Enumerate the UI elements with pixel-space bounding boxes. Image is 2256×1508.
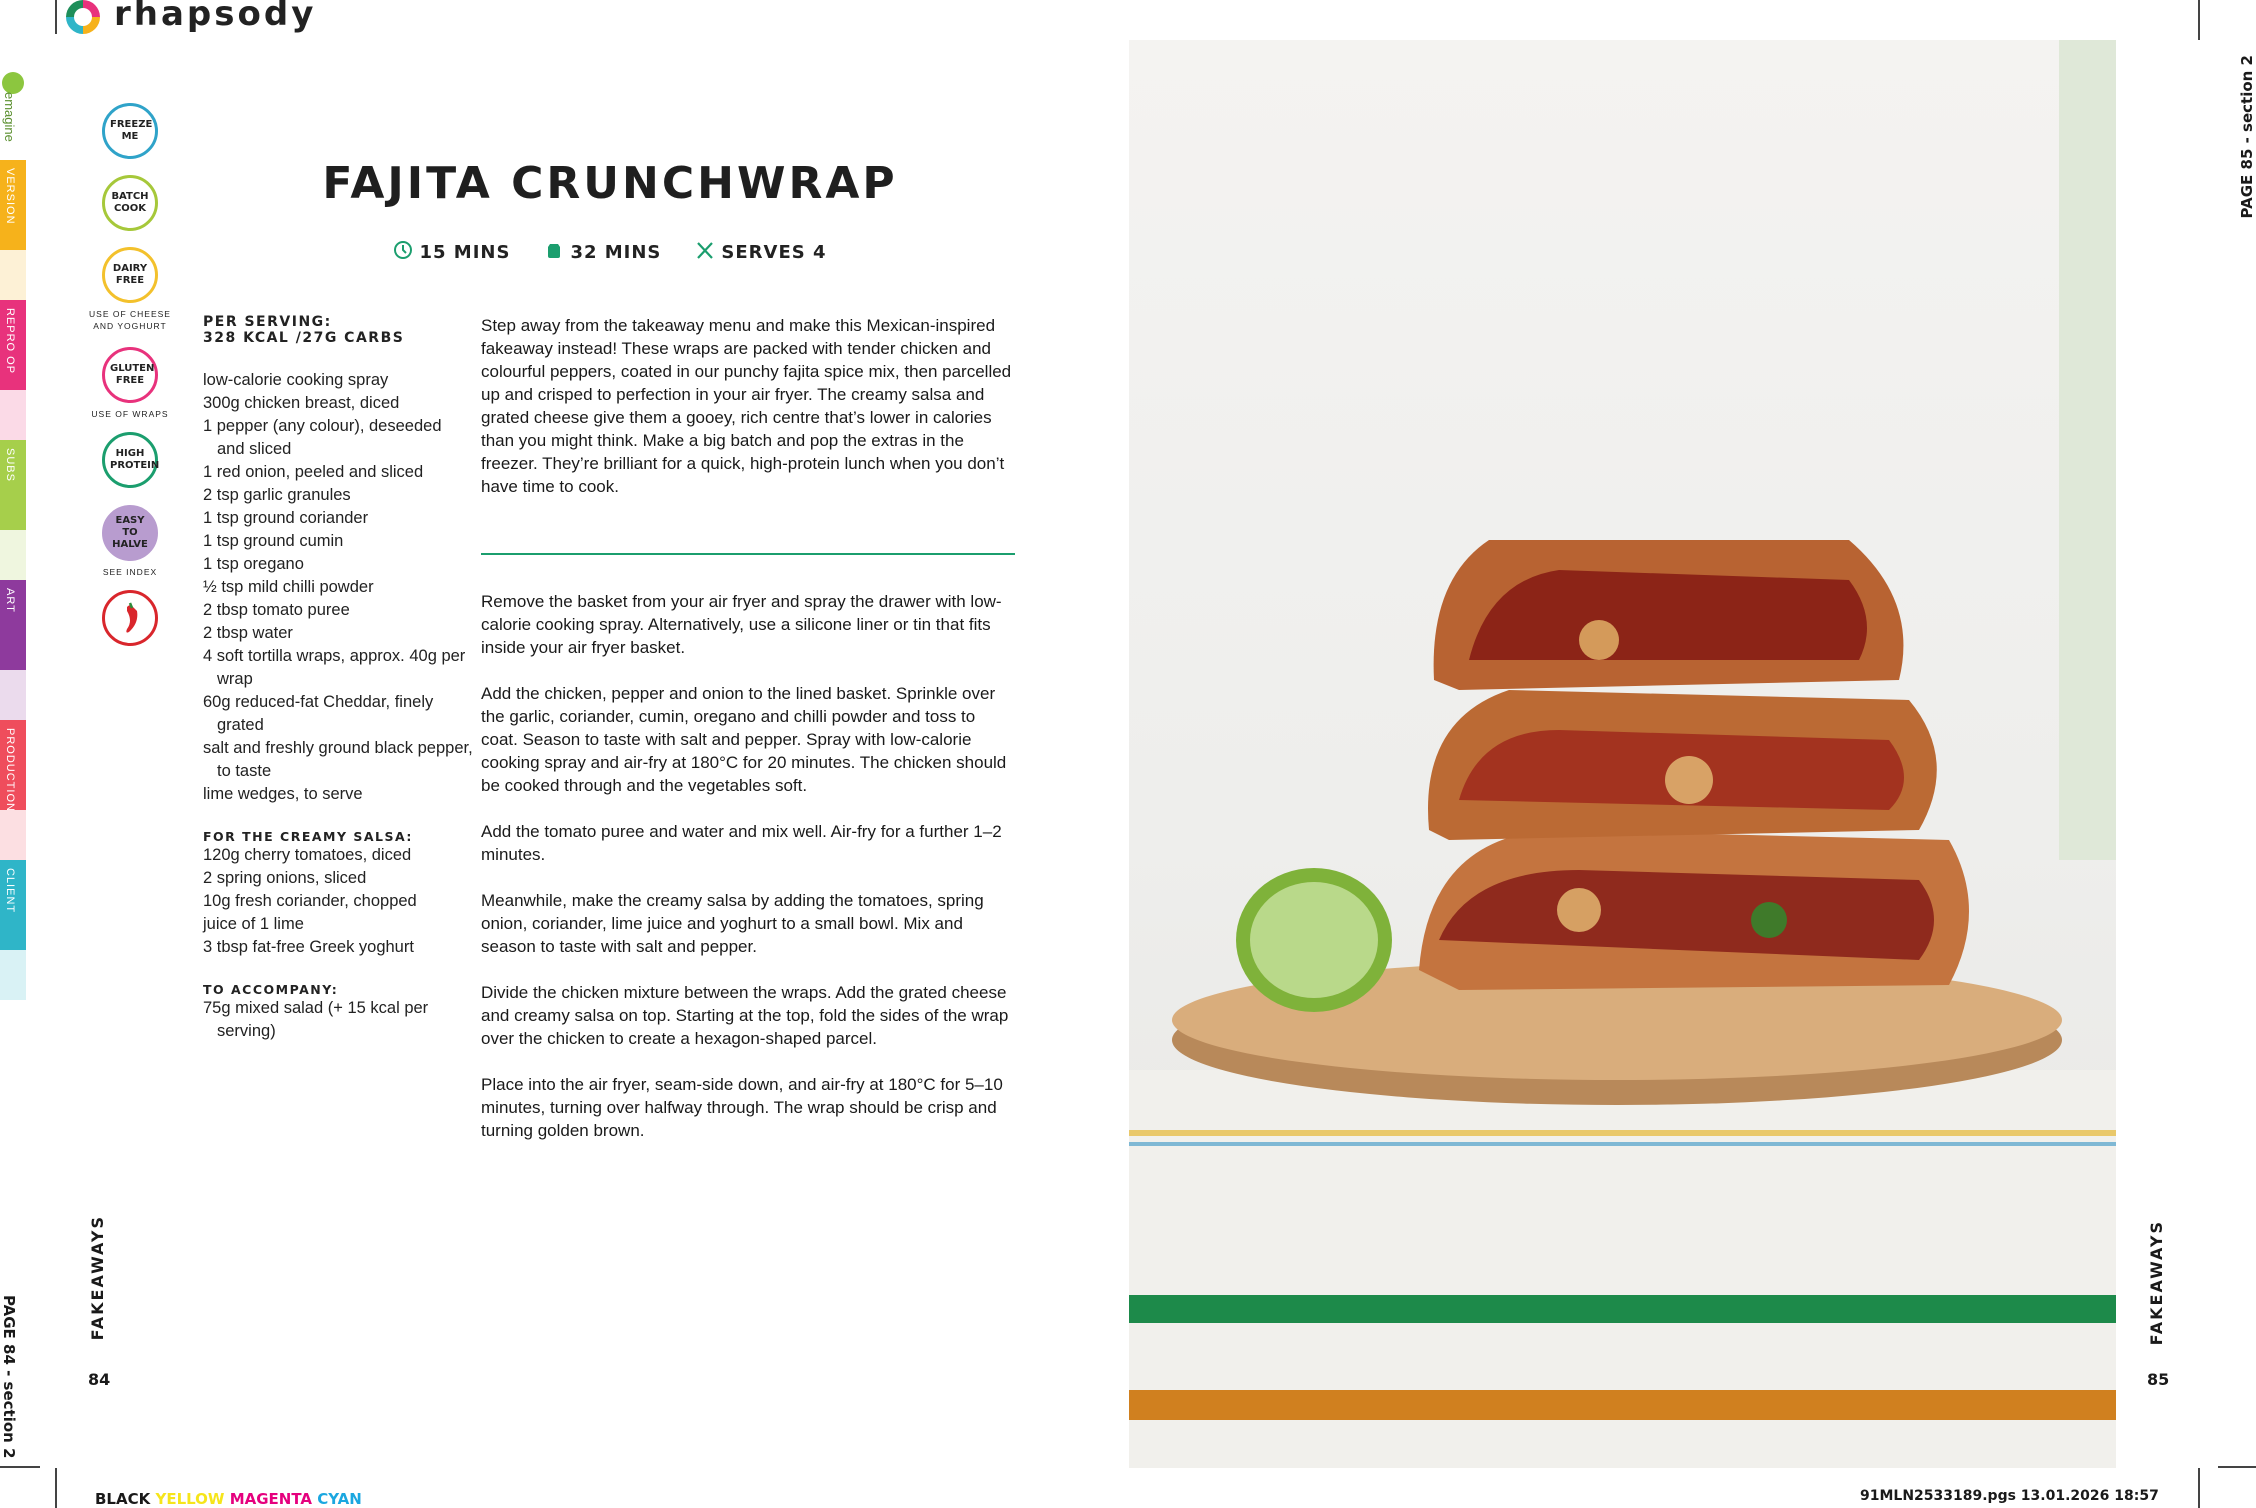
ingredient-item: 3 tbsp fat-free Greek yoghurt: [203, 938, 414, 956]
badge-label: FREEZE ME: [110, 119, 153, 142]
badge-easy-to-halve: [102, 505, 158, 561]
proof-tab-label: CLIENT: [4, 868, 16, 914]
ingredient-item: 1 pepper (any colour), deseeded and sliced: [203, 417, 442, 458]
crop-mark: [55, 0, 57, 34]
ingredient-item: 2 spring onions, sliced: [203, 869, 367, 887]
servings: [695, 240, 826, 265]
clock-icon: [393, 240, 413, 265]
recipe-intro: Step away from the takeaway menu and make this Mexican-inspired fakeaway instead! These wraps are packed with tender chicken and colourful peppers, coated in our punchy fajita spice mix, then parcelled up and crisped to perfection in your air fryer. The creamy salsa and grated cheese give them a gooey, rich centre that’s lower in calories than you might think. Make a big batch and pop the extras in the freezer. They’re brilliant for a quick, high-protein lunch when you don’t have time to cook.: [481, 316, 1012, 496]
color-bar: [95, 1490, 362, 1508]
ingredient-item: 2 tsp garlic granules: [203, 486, 351, 504]
left-page-number: 84: [88, 1370, 111, 1389]
ingredient-item: 10g fresh coriander, chopped: [203, 892, 417, 910]
emagine-label: emagine: [2, 92, 17, 142]
ingredient-item: 1 tsp oregano: [203, 555, 304, 573]
ingredient-item: 2 tbsp tomato puree: [203, 601, 350, 619]
ingredient-item: 75g mixed salad (+ 15 kcal per serving): [203, 999, 429, 1040]
badge-label: HIGH PROTEIN: [110, 448, 160, 471]
accompany-list: [203, 997, 473, 1043]
proof-tab-4: [0, 580, 26, 670]
brand-logo-icon: [66, 0, 100, 34]
proof-tab-label: REPRO OP: [4, 308, 16, 375]
prep-time: [393, 240, 510, 265]
badge-note: SEE INDEX: [102, 567, 158, 577]
badge-label: GLUTEN FREE: [110, 363, 155, 386]
proof-tab-5: [0, 720, 26, 810]
prep-time-value: 15 MINS: [419, 242, 511, 263]
servings-value: SERVES 4: [721, 242, 827, 263]
proof-tab-label: ART: [4, 588, 16, 613]
ingredient-item: ½ tsp mild chilli powder: [203, 578, 374, 596]
recipe-meta: [180, 240, 1040, 265]
badge-label: EASY TO HALVE: [112, 515, 148, 550]
ingredient-item: salt and freshly ground black pepper, to taste: [203, 739, 473, 780]
crop-mark: [0, 1466, 40, 1468]
proof-tab-label: SUBS: [4, 448, 16, 482]
ingredient-list: [203, 369, 473, 806]
proof-tab-tint: [0, 530, 26, 580]
color-bar-swatch: BLACK: [95, 1490, 156, 1508]
cutlery-icon: [695, 240, 715, 265]
right-page-number: 85: [2147, 1370, 2170, 1389]
badge-batch-cook: [102, 175, 158, 231]
method-steps: [481, 590, 1015, 1165]
badge-freeze-me: [102, 103, 158, 159]
badge-high-protein: [102, 432, 158, 488]
ingredient-item: juice of 1 lime: [203, 915, 304, 933]
method-step: Add the tomato puree and water and mix well. Air-fry for a further 1–2 minutes.: [481, 822, 1002, 864]
ingredient-item: 2 tbsp water: [203, 624, 293, 642]
ingredient-item: 120g cherry tomatoes, diced: [203, 846, 412, 864]
color-bar-swatch: YELLOW: [155, 1490, 230, 1508]
cook-time: [544, 240, 661, 265]
method-step: Add the chicken, pepper and onion to the lined basket. Sprinkle over the garlic, coriander, cumin, oregano and chilli powder and toss to coat. Season to taste with salt and pepper. Spray with low-calorie cooking spray and air-fry at 180°C for 20 minutes. The chicken should be cooked through and the vegetables soft.: [481, 684, 1007, 795]
ingredient-item: low-calorie cooking spray: [203, 371, 389, 389]
ingredient-item: lime wedges, to serve: [203, 785, 363, 803]
method-step: Remove the basket from your air fryer and spray the drawer with low-calorie cooking spray. Alternatively, use a silicone liner or tin that fits inside your air fryer basket.: [481, 592, 1002, 657]
proof-tab-tint: [0, 950, 26, 1000]
ingredients-column: [203, 314, 473, 1043]
right-page-slug: PAGE 85 - section 2: [2238, 55, 2256, 219]
proof-tab-1: [0, 160, 26, 250]
badge-note: USE OF CHEESE AND YOGHURT: [89, 309, 171, 331]
left-section-name: FAKEAWAYS: [88, 1215, 107, 1341]
ingredient-item: 4 soft tortilla wraps, approx. 40g per wrap: [203, 647, 466, 688]
proof-tab-tint: [0, 670, 26, 720]
proof-tab-tint: [0, 250, 26, 300]
brand-name: rhapsody: [114, 0, 317, 34]
chilli-icon: [102, 590, 158, 646]
badge-label: DAIRY FREE: [112, 263, 148, 286]
accompany-label: TO ACCOMPANY:: [203, 982, 339, 997]
proof-tab-label: VERSION: [4, 168, 16, 225]
color-bar-swatch: MAGENTA: [229, 1490, 318, 1508]
method-step: Meanwhile, make the creamy salsa by adding the tomatoes, spring onion, coriander, lime juice and yoghurt to a small bowl. Mix and season to taste with salt and pepper.: [481, 891, 984, 956]
salsa-list: [203, 844, 473, 959]
ingredient-item: 300g chicken breast, diced: [203, 394, 400, 412]
badge-label: BATCH COOK: [111, 191, 149, 214]
ingredient-item: 1 red onion, peeled and sliced: [203, 463, 424, 481]
proof-tab-tint: [0, 810, 26, 860]
ingredient-item: 60g reduced-fat Cheddar, finely grated: [203, 693, 434, 734]
crop-mark: [2198, 1468, 2200, 1508]
per-serving-label: PER SERVING:: [203, 314, 332, 330]
ingredient-item: 1 tsp ground coriander: [203, 509, 369, 527]
recipe-title: FAJITA CRUNCHWRAP: [322, 158, 898, 209]
method-step: Divide the chicken mixture between the wraps. Add the grated cheese and creamy salsa on top. Starting at the top, fold the sides of the wrap over the chicken to create a hexagon-shaped parcel.: [481, 983, 1009, 1048]
recipe-photo: [1129, 40, 2116, 1468]
color-bar-swatch: CYAN: [317, 1490, 362, 1508]
proof-tab-3: [0, 440, 26, 530]
proof-tab-6: [0, 860, 26, 950]
emagine-logo-icon: [2, 72, 24, 94]
per-serving-value: 328 KCAL /27G CARBS: [203, 330, 405, 346]
divider: [481, 553, 1015, 555]
right-section-name: FAKEAWAYS: [2147, 1220, 2166, 1346]
method-step: Place into the air fryer, seam-side down, and air-fry at 180°C for 5–10 minutes, turning over halfway through. The wrap should be crisp and turning golden brown.: [481, 1075, 1003, 1140]
air-fryer-icon: [544, 240, 564, 265]
badge-gluten-free: [102, 347, 158, 403]
cook-time-value: 32 MINS: [570, 242, 662, 263]
badge-note: USE OF WRAPS: [91, 409, 169, 419]
crop-mark: [55, 1468, 57, 1508]
crop-mark: [2218, 1466, 2256, 1468]
proof-tab-label: PRODUCTION: [4, 728, 16, 812]
left-page-slug: PAGE 84 - section 2: [0, 1295, 18, 1459]
crop-mark: [2198, 0, 2200, 40]
ingredient-item: 1 tsp ground cumin: [203, 532, 344, 550]
badge-dairy-free: [102, 247, 158, 303]
salsa-label: FOR THE CREAMY SALSA:: [203, 829, 413, 844]
job-slug: 91MLN2533189.pgs 13.01.2026 18:57: [1860, 1488, 2159, 1504]
proof-tab-tint: [0, 390, 26, 440]
proof-tab-2: [0, 300, 26, 390]
